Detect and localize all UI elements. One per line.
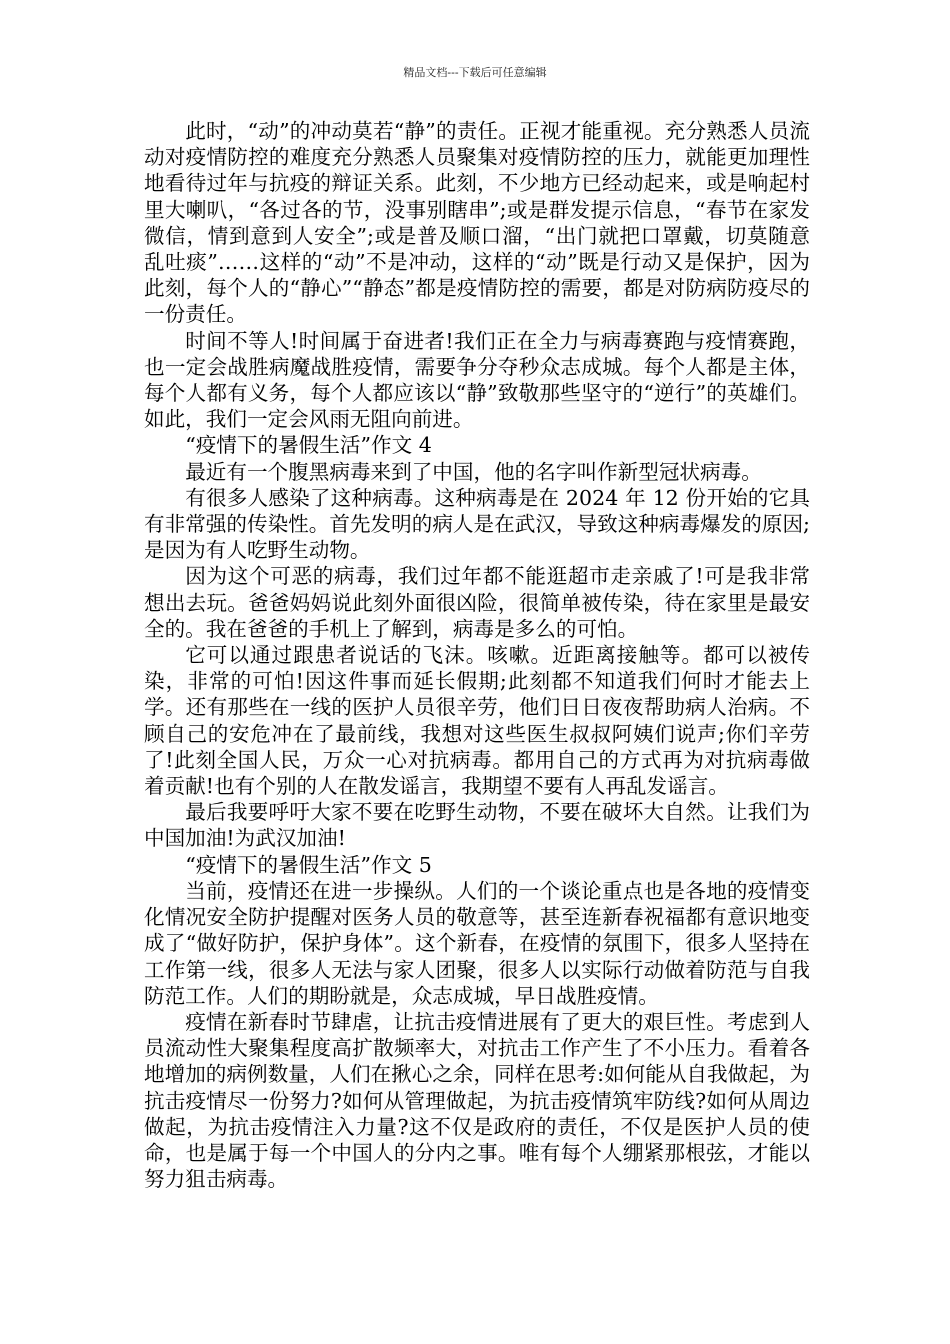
essay-subtitle: “疫情下的暑假生活”作文 4 <box>185 433 432 458</box>
page-header: 精品文档---下载后可任意编辑 <box>403 66 547 79</box>
paragraph: 因为这个可恶的病毒，我们过年都不能逛超市走亲戚了!可是我非常想出去玩。爸爸妈妈说此刻外面很凶险，很简单被传染，待在家里是最安全的。我在爸爸的手机上了解到，病毒是多么的可怕。 <box>144 564 810 641</box>
paragraph: 此时，“动”的冲动莫若“静”的责任。正视才能重视。充分熟悉人员流动对疫情防控的难度充分熟悉人员聚集对疫情防控的压力，就能更加理性地看待过年与抗疫的辩证关系。此刻，不少地方已经动起来，或是响起村里大喇叭，“各过各的节，没事别瞎串”;或是群发提示信息，“春节在家发微信，情到意到人安全”;或是普及顺口溜，“出门就把口罩戴，切莫随意乱吐痰”……这样的“动”不是冲动，这样的“动”既是行动又是保护，因为此刻，每个人的“静心”“静态”都是疫情防控的需要，都是对防病防疫尽的一份责任。 <box>144 119 810 327</box>
paragraph: 最近有一个腹黑病毒来到了中国，他的名字叫作新型冠状病毒。 <box>185 459 762 484</box>
paragraph: 疫情在新春时节肆虐，让抗击疫情进展有了更大的艰巨性。考虑到人员流动性大聚集程度高扩散频率大，对抗击工作产生了不小压力。看着各地增加的病例数量，人们在揪心之余，同样在思考:如何能从自我做起，为抗击疫情尽一份努力?如何从管理做起，为抗击疫情筑牢防线?如何从周边做起，为抗击疫情注入力量?这不仅是政府的责任，不仅是医护人员的使命，也是属于每一个中国人的分内之事。唯有每个人绷紧那根弦，才能以努力狙击病毒。 <box>144 1009 810 1192</box>
paragraph: 有很多人感染了这种病毒。这种病毒是在 2024 年 12 份开始的它具有非常强的传染性。首先发明的病人是在武汉，导致这种病毒爆发的原因;是因为有人吃野生动物。 <box>144 485 810 563</box>
document-body <box>144 118 810 1192</box>
essay-subtitle: “疫情下的暑假生活”作文 5 <box>185 852 432 877</box>
paragraph: 最后我要呼吁大家不要在吃野生动物，不要在破坏大自然。让我们为中国加油!为武汉加油! <box>144 800 810 851</box>
paragraph: 当前，疫情还在进一步操纵。人们的一个谈论重点也是各地的疫情变化情况安全防护提醒对医务人员的敬意等，甚至连新春祝福都有意识地变成了“做好防护，保护身体”。这个新春，在疫情的氛围下，很多人坚持在工作第一线，很多人无法与家人团聚，很多人以实际行动做着防范与自我防范工作。人们的期盼就是，众志成城，早日战胜疫情。 <box>144 878 810 1008</box>
paragraph: 时间不等人!时间属于奋进者!我们正在全力与病毒赛跑与疫情赛跑，也一定会战胜病魔战胜疫情，需要争分夺秒众志成城。每个人都是主体，每个人都有义务，每个人都应该以“静”致敬那些坚守的“逆行”的英雄们。如此，我们一定会风雨无阻向前进。 <box>144 328 810 432</box>
paragraph: 它可以通过跟患者说话的飞沫。咳嗽。近距离接触等。都可以被传染，非常的可怕!因这件事而延长假期;此刻都不知道我们何时才能去上学。还有那些在一线的医护人员很辛劳，他们日日夜夜帮助病人治病。不顾自己的安危冲在了最前线，我想对这些医生叔叔阿姨们说声;你们辛劳了!此刻全国人民，万众一心对抗病毒。都用自己的方式再为对抗病毒做着贡献!也有个别的人在散发谣言，我期望不要有人再乱发谣言。 <box>144 643 810 799</box>
